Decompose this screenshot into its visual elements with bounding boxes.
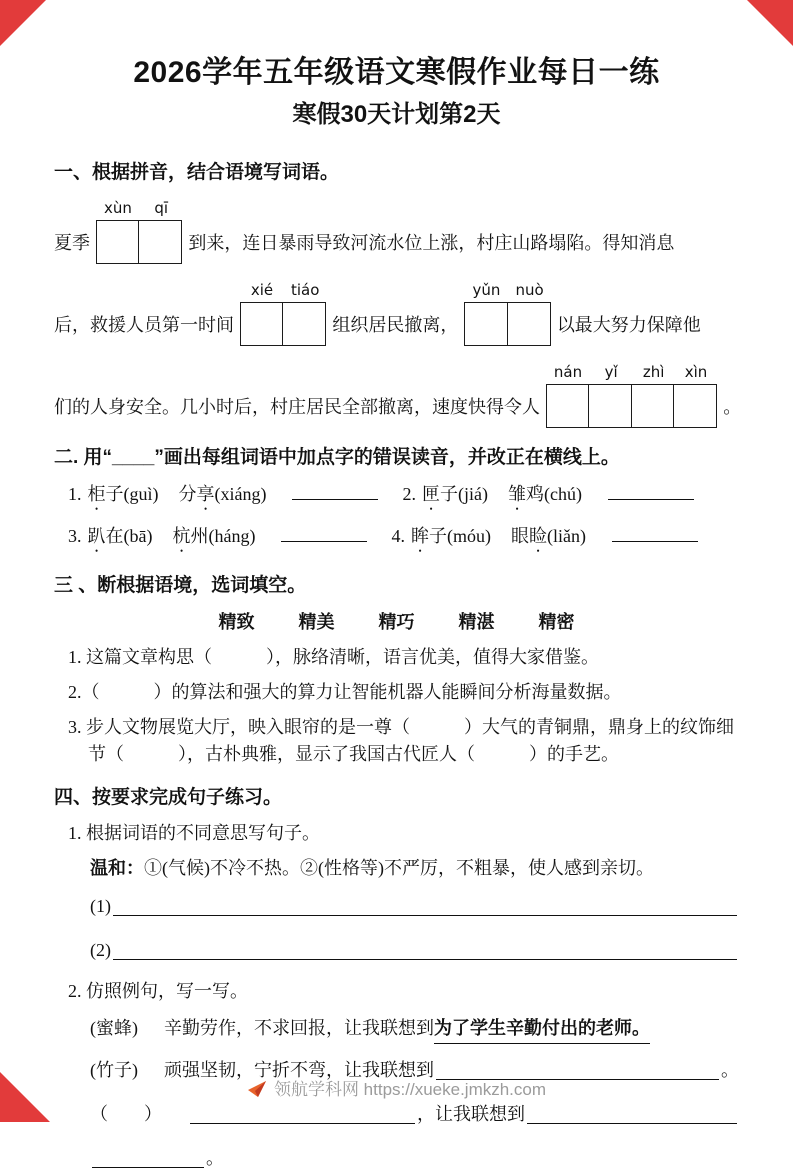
page-title: 2026学年五年级语文寒假作业每日一练 [54, 50, 739, 95]
pinyin-label: qī [154, 198, 168, 220]
word-with-pinyin: 柜子(guì) [88, 481, 159, 514]
pinyin-cell [590, 362, 632, 428]
text-fragment: 顽强坚韧，宁折不弯，让我联想到 [164, 1057, 434, 1084]
imitation-sentence-continuation [90, 1142, 739, 1172]
word-bank-item: 精湛 [459, 609, 495, 636]
dotted-character: 雏 [508, 484, 526, 504]
answer-line [190, 1123, 415, 1124]
word-with-pinyin: 眼睑(liǎn) [511, 523, 586, 556]
text-fragment: 。 [723, 394, 741, 428]
answer-line [92, 1167, 204, 1168]
word-with-pinyin: 分享(xiáng) [179, 481, 267, 514]
text-fragment: 到来，连日暴雨导致河流水位上涨，村庄山路塌陷。得知消息 [188, 230, 674, 264]
example-subject: (竹子) [90, 1057, 138, 1084]
word-with-pinyin: 眸子(móu) [411, 523, 491, 556]
pinyin-label: zhì [643, 362, 665, 384]
pinyin-cell [546, 362, 590, 428]
section-4-heading: 四、按要求完成句子练习。 [54, 784, 739, 813]
pinyin-line-1 [54, 198, 739, 264]
answer-line [113, 959, 737, 960]
imitation-sentence-2 [90, 1098, 739, 1128]
pinyin-label: yǔn [472, 280, 500, 302]
defined-word: 温和： [90, 858, 144, 878]
fill-in-question: 2.（ ）的算法和强大的算力让智能机器人能瞬间分析海量数据。 [68, 679, 739, 706]
pinyin-cell [240, 280, 284, 346]
subtask-label: 1. 根据词语的不同意思写句子。 [68, 820, 739, 847]
word-with-pinyin: 雏鸡(chú) [508, 481, 582, 514]
pinyin-cell [96, 198, 140, 264]
correction-blank [608, 481, 694, 500]
pinyin-label: xìn [685, 362, 708, 384]
pinyin-line-2 [54, 280, 739, 346]
text-fragment: 组织居民撤离， [332, 312, 458, 346]
writing-box [282, 302, 326, 346]
section-1 [54, 159, 739, 428]
word-with-pinyin: 杭州(háng) [172, 523, 255, 556]
writing-box [138, 220, 182, 264]
writing-box [673, 384, 717, 428]
item-number: 2. [402, 481, 416, 508]
pinyin-cell [140, 198, 182, 264]
sentence-blank-2 [90, 934, 739, 964]
answer-line [527, 1123, 737, 1124]
dotted-character: 睑 [529, 526, 547, 546]
pinyin-cell [632, 362, 674, 428]
word-with-pinyin: 趴在(bā) [88, 523, 153, 556]
writing-box [96, 220, 140, 264]
sentence-blank-1 [90, 890, 739, 920]
item-number: 4. [391, 523, 405, 550]
word-with-pinyin: 匣子(jiá) [422, 481, 488, 514]
answer-line [113, 915, 737, 916]
section-4 [54, 784, 739, 1172]
correction-blank [612, 523, 698, 542]
correction-blank [292, 481, 378, 500]
example-answer-underlined: 为了学生辛勤付出的老师。 [434, 1015, 650, 1044]
section-3 [54, 572, 739, 768]
pinyin-writing-grid [464, 280, 550, 346]
writing-box [240, 302, 284, 346]
section-3-heading: 三 、断根据语境，选词填空。 [54, 572, 739, 601]
dotted-character: 匣 [422, 484, 440, 504]
pinyin-cell [284, 280, 326, 346]
word-bank [54, 609, 739, 636]
writing-box [588, 384, 632, 428]
word-bank-item: 精致 [219, 609, 255, 636]
dotted-character: 柜 [88, 484, 106, 504]
dotted-character: 杭 [172, 526, 190, 546]
text-fragment: 夏季 [54, 230, 90, 264]
section-2 [54, 444, 739, 557]
section-1-heading: 一、根据拼音，结合语境写词语。 [54, 159, 739, 188]
pinyin-writing-grid [96, 198, 182, 264]
item-number: 1. [68, 481, 82, 508]
footer-site-text: 领航学科网 https://xueke.jmkzh.com [274, 1077, 546, 1103]
pinyin-label: nuò [516, 280, 544, 302]
blank-label: (1) [90, 893, 111, 920]
pinyin-cell [508, 280, 550, 346]
pinyin-label: xié [251, 280, 273, 302]
item-number: 3. [68, 523, 82, 550]
section-2-heading: 二. 用“____”画出每组词语中加点字的错误读音，并改正在横线上。 [54, 444, 739, 473]
dotted-character: 眸 [411, 526, 429, 546]
blank-label: (2) [90, 937, 111, 964]
writing-box [464, 302, 508, 346]
writing-box [546, 384, 590, 428]
pinyin-label: yǐ [605, 362, 618, 384]
text-fragment: 。 [721, 1057, 739, 1084]
pinyin-writing-grid [240, 280, 326, 346]
example-sentence [90, 1015, 739, 1044]
fill-in-question: 1. 这篇文章构思（ ），脉络清晰，语言优美，值得大家借鉴。 [68, 644, 739, 671]
text-fragment: 们的人身安全。几小时后，村庄居民全部撤离，速度快得令人 [54, 394, 540, 428]
site-logo-icon [247, 1079, 267, 1099]
pinyin-cell [675, 362, 717, 428]
pinyin-label: xùn [104, 198, 132, 220]
pinyin-label: tiáo [291, 280, 319, 302]
text-fragment: 。 [206, 1145, 224, 1172]
fill-in-question: 3. 步人文物展览大厅，映入眼帘的是一尊（ ）大气的青铜鼎，鼎身上的纹饰细节（ ），古朴典雅，显示了我国古代匠人（ ）的手艺。 [68, 714, 739, 768]
word-bank-item: 精巧 [379, 609, 415, 636]
subtask-label: 2. 仿照例句，写一写。 [68, 978, 739, 1005]
dotted-character: 享 [197, 484, 215, 504]
word-bank-item: 精美 [299, 609, 335, 636]
blank-subject-parens: （ ） [90, 1101, 162, 1128]
correction-blank [281, 523, 367, 542]
writing-box [631, 384, 675, 428]
text-fragment: 辛勤劳作，不求回报，让我联想到 [164, 1015, 434, 1042]
dotted-character: 趴 [88, 526, 106, 546]
footer [0, 1077, 793, 1103]
example-subject: (蜜蜂) [90, 1015, 138, 1042]
page-subtitle: 寒假30天计划第2天 [54, 97, 739, 133]
corner-decoration-top-left-icon [0, 0, 46, 46]
pinyin-cell [464, 280, 508, 346]
pinyin-line-3 [54, 362, 739, 428]
pronunciation-row-1 [68, 481, 739, 514]
writing-box [507, 302, 551, 346]
text-fragment: 以最大努力保障他 [557, 312, 701, 346]
corner-decoration-top-right-icon [747, 0, 793, 46]
text-fragment: 后，救援人员第一时间 [54, 312, 234, 346]
text-fragment: ，让我联想到 [417, 1101, 525, 1128]
pronunciation-row-2 [68, 523, 739, 556]
pinyin-label: nán [554, 362, 582, 384]
pinyin-writing-grid [546, 362, 717, 428]
word-bank-item: 精密 [539, 609, 575, 636]
word-definition: 温和：①(气候)不冷不热。②(性格等)不严厉，不粗暴，使人感到亲切。 [90, 855, 739, 882]
